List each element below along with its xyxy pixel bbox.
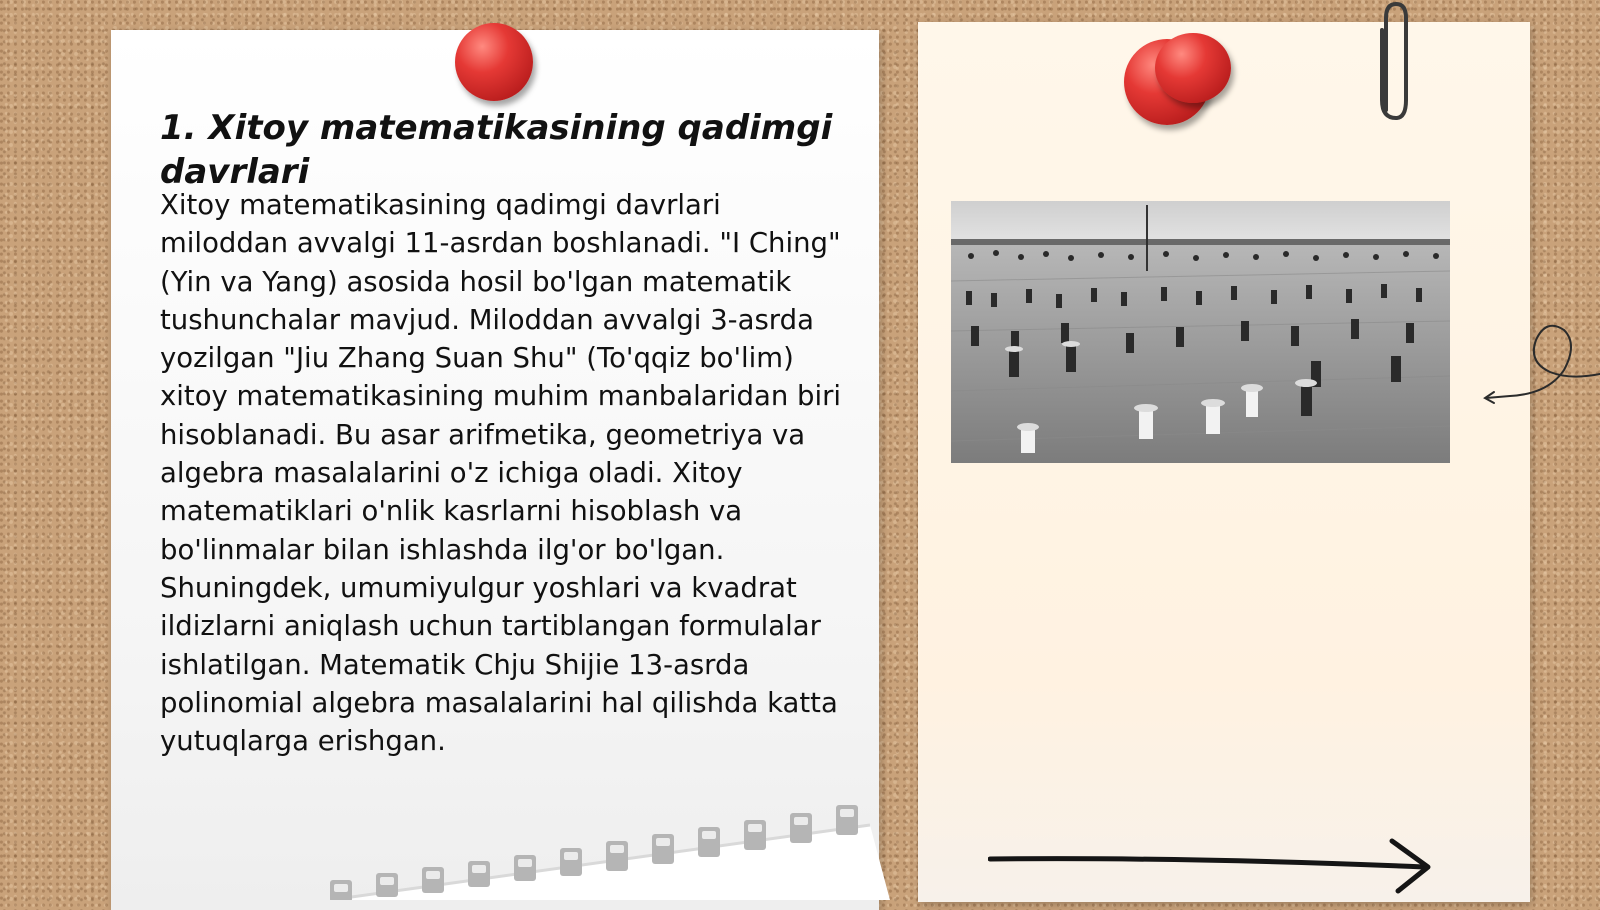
paperclip-icon xyxy=(1374,0,1418,125)
rice-field-photo xyxy=(951,201,1450,463)
arrow-right-icon[interactable] xyxy=(988,835,1448,895)
pushpin-icon xyxy=(455,23,533,101)
body-paragraph: Xitoy matematikasining qadimgi davrlari miloddan avvalgi 11-asrdan boshlanadi. "I Ching" (Yin va Yang) asosida hosil bo'lgan matematik tushunchalar mavjud. Miloddan avvalgi 3-asrda yozilgan "Jiu Zhang Suan Shu" (To'qqiz bo'lim) xitoy matematikasining muhim manbalaridan biri hisoblanadi. Bu asar arifmetika, geometriya va algebra masalalarini o'z ichiga oladi. Xitoy matematiklari o'nlik kasrlarni hisoblash va bo'linmalar bilan ishlashda ilg'or bo'lgan. Shuningdek, umumiyulgur yoshlari va kvadrat ildizlarni aniqlash uchun tartiblangan formulalar ishlatilgan. Matematik Chju Shijie 13-asrda polinomial algebra masalalarini hal qilishda katta yutuqlarga erishgan. xyxy=(160,189,842,758)
loop-arrow-doodle xyxy=(1480,312,1600,412)
notebook-spiral-decoration xyxy=(330,795,890,900)
pushpin-icon xyxy=(1155,33,1231,103)
page-title: 1. Xitoy matematikasining qadimgi davrlari xyxy=(160,108,833,192)
